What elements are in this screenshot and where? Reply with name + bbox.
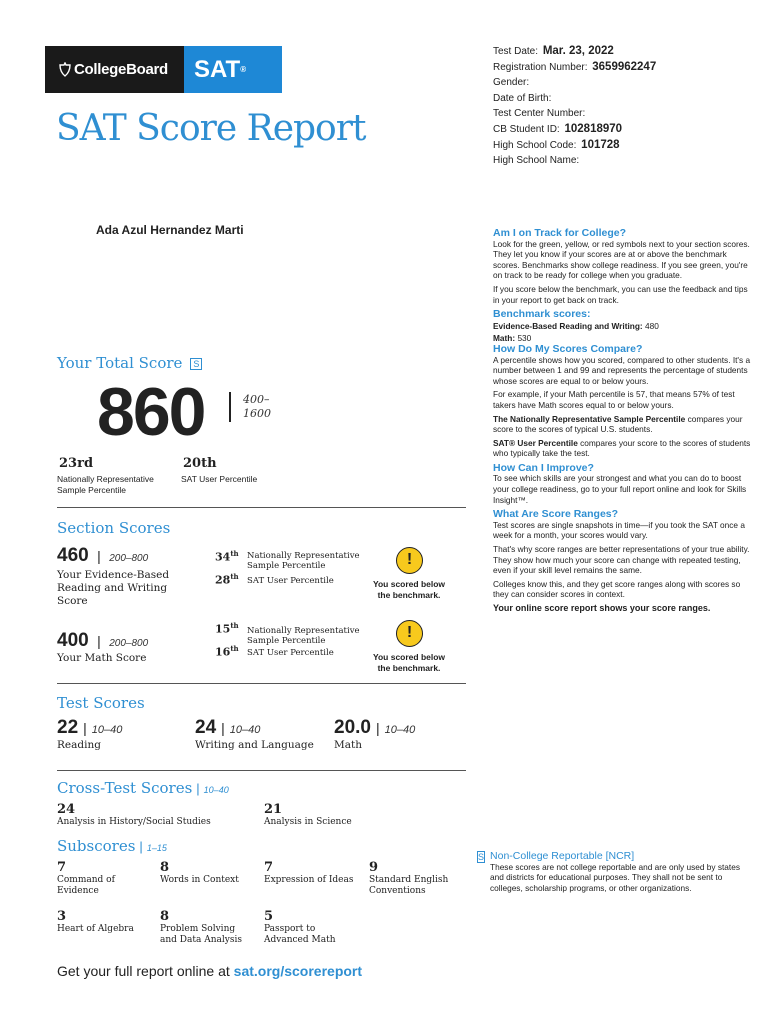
s-badge: S [478, 852, 485, 862]
ebrw-range: 200–800 [109, 553, 149, 564]
subscore-item: 3 Heart of Algebra [57, 909, 134, 934]
cross-test-science: 21 Analysis in Science [264, 802, 352, 827]
math-label: Your Math Score [57, 652, 147, 664]
user-percentile: 20th [183, 456, 217, 471]
test-info [493, 44, 656, 169]
ebrw-nat-pct: 34th [215, 549, 239, 564]
sat-logo: SAT ® [184, 46, 282, 93]
ebrw-user-pct: 28th [215, 572, 239, 587]
subscore-item: 8 Words in Context [160, 860, 239, 885]
ranges-heading: What Are Score Ranges? [493, 508, 619, 521]
warning-text: You scored below the benchmark. [372, 579, 446, 600]
acorn-icon [59, 62, 71, 77]
benchmark-ebrw: Evidence-Based Reading and Writing: 480 [493, 320, 659, 331]
ebrw-nat-label: Nationally Representative Sample Percentile [247, 551, 360, 571]
subscores-heading: Subscores | 1–15 [57, 837, 167, 855]
ncr-heading: Non-College Reportable [NCR] [490, 850, 635, 862]
warning-icon: ! [396, 547, 423, 574]
math-score-row: 400 | 200–800 [57, 630, 149, 651]
cross-test-history: 24 Analysis in History/Social Studies [57, 802, 211, 827]
divider [57, 770, 466, 771]
ebrw-score: 460 [57, 545, 89, 566]
total-score-heading: Your Total Score S [57, 354, 202, 372]
divider [57, 507, 466, 508]
warning-text: You scored below the benchmark. [372, 652, 446, 673]
dob-row: Date of Birth: [493, 92, 552, 104]
s-badge: S [190, 358, 202, 370]
benchmark-heading: Benchmark scores: [493, 308, 591, 321]
compare-user: SAT® User Percentile compares your score to the scores of students who typically take the test. [493, 437, 751, 459]
improve-heading: How Can I Improve? [493, 461, 594, 474]
hs-name-row: High School Name: [493, 155, 580, 167]
collegeboard-logo: CollegeBoard [45, 46, 184, 93]
test-score-math: 20.0 | 10–40 Math [334, 717, 416, 751]
math-nat-label: Nationally Representative Sample Percentile [247, 626, 360, 646]
hs-code-row: High School Code: 101728 [493, 138, 620, 151]
gender-row: Gender: [493, 77, 530, 89]
user-percentile-label: SAT User Percentile [181, 474, 258, 484]
ebrw-label: Your Evidence-Based Reading and Writing Score [57, 569, 170, 607]
center-row: Test Center Number: [493, 108, 586, 120]
subscore-item: 9 Standard English Conventions [369, 860, 449, 896]
cb-id-row: CB Student ID: 102818970 [493, 122, 623, 135]
total-range: 400– 1600 [243, 393, 271, 420]
logo [45, 46, 282, 93]
footer: Get your full report online at sat.org/scorereport [57, 963, 363, 979]
ebrw-score-row: 460 | 200–800 [57, 545, 149, 566]
subscore-item: 8 Problem Solving and Data Analysis [160, 909, 242, 945]
math-user-label: SAT User Percentile [247, 648, 334, 658]
subscore-item: 7 Expression of Ideas [264, 860, 354, 885]
test-score-reading: 22 | 10–40 Reading [57, 717, 123, 751]
cross-test-heading: Cross-Test Scores | 10–40 [57, 779, 229, 797]
subscore-item: 5 Passport to Advanced Math [264, 909, 336, 945]
total-score: 860 [97, 374, 205, 450]
divider [57, 683, 466, 684]
math-user-pct: 16th [215, 644, 239, 659]
math-range: 200–800 [109, 638, 149, 649]
test-score-writing: 24 | 10–40 Writing and Language [195, 717, 314, 751]
track-heading: Am I on Track for College? [493, 227, 627, 239]
nat-percentile-label: Nationally Representative Sample Percentile [57, 474, 154, 495]
benchmark-math: Math: 530 [493, 333, 532, 344]
student-name: Ada Azul Hernandez Marti [96, 223, 244, 237]
test-date-row: Test Date: Mar. 23, 2022 [493, 45, 614, 57]
ncr-info: S Non-College Reportable [NCR] These scores are not college reportable and are only used by states and districts for educational purposes. They shall not be sent to colleges, scholarship programs, or other organizations. [477, 851, 752, 896]
section-scores-heading: Section Scores [57, 519, 171, 537]
ebrw-user-label: SAT User Percentile [247, 576, 334, 586]
math-score: 400 [57, 630, 89, 651]
report-link[interactable]: sat.org/scorereport [233, 963, 363, 979]
warning-icon: ! [396, 620, 423, 647]
test-scores-heading: Test Scores [57, 694, 145, 712]
divider [229, 392, 231, 422]
page-title: SAT Score Report [56, 108, 366, 149]
subscore-item: 7 Command of Evidence [57, 860, 115, 896]
math-nat-pct: 15th [215, 621, 239, 636]
registration-row: Registration Number: 3659962247 [493, 60, 657, 73]
sidebar-info: Am I on Track for College? Look for the green, yellow, or red symbols next to your section scores. They let you know if your scores are at or above the benchmark scores. Benchmarks show college readiness. If you see green, you're on track to be ready for college when you graduate. If you score below the benchmark, you can use the feedback and tips in your report to get back on track. Benchmark scores: Evidence-Based Reading and Writing: 480 Math: 530 How Do My Scores Compare? A percentile shows how you scored, compared to other students. It's a number between 1 and 99 and represents the percentage of students whose scores are equal to or below yours. For example, if your Math percentile is 57, that means 57% of test takers have Math scores equal to or below yours. The Nationally Representative Sample Percentile compares your score to the scores of typical U.S. students. SAT® User Percentile compares your score to the scores of students who typically take the test. How Can I Improve? To see which skills are your strongest and what you can do to boost your college readiness, go to your full report online and look for Skills Insight™. What Are Score Ranges? Test scores are single snapshots in time—if you took the SAT once a week for a month, your scores would vary. That's why score ranges are better representations of your true ability. They show how much your score can change with repeated testing, even if your skill level remains the same. Colleges know this, and they get score ranges along with scores so they can consider scores in context. Your online score report shows your score ranges. [493, 228, 753, 617]
compare-nat: The Nationally Representative Sample Percentile compares your score to the scores of typical U.S. students. [493, 413, 743, 435]
compare-heading: How Do My Scores Compare? [493, 342, 643, 355]
nat-percentile: 23rd [59, 456, 94, 471]
